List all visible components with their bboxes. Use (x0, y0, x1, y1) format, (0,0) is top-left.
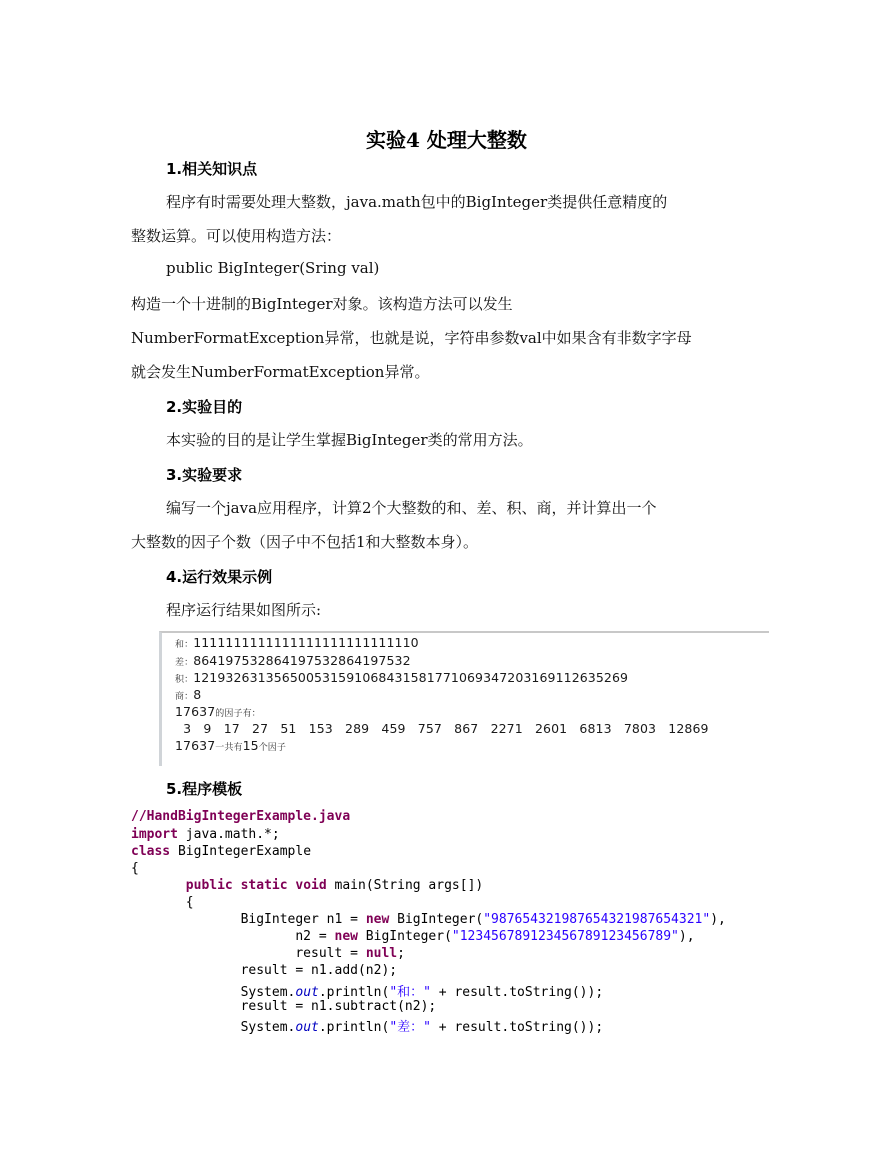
code-text: ; (397, 946, 405, 961)
code-text: ), (710, 912, 726, 927)
code-keyword: new (365, 912, 390, 927)
code-string: "差：" (389, 1020, 431, 1035)
code-keyword: null (365, 946, 398, 961)
console-sum-line (175, 635, 419, 650)
constructor-signature: public BigInteger(Sring val) (166, 259, 380, 277)
code-field: out (295, 985, 319, 1000)
code-indent (131, 878, 186, 893)
factors-header-text: 的因子有： (215, 709, 261, 719)
code-line-result-null (131, 946, 405, 961)
paragraph-line: 本实验的目的是让学生掌握BigInteger类的常用方法。 (166, 431, 533, 449)
quot-label: 商： (175, 692, 194, 702)
console-factors-list: 3 9 17 27 51 153 289 459 757 867 2271 2601 6813 7803 12869 (175, 721, 709, 736)
code-line-class (131, 844, 311, 859)
paragraph-line: 整数运算。可以使用构造方法： (131, 227, 342, 245)
total-number: 17637 (175, 738, 216, 753)
code-line-open-brace: { (131, 861, 139, 876)
console-prod-line (175, 670, 628, 685)
diff-value: 864197532864197532864197532 (193, 653, 411, 668)
code-line-add: result = n1.add(n2); (131, 963, 398, 978)
sum-label: 和： (175, 640, 194, 650)
code-text: main(String args[]) (326, 878, 484, 893)
code-text: BigInteger( (389, 912, 484, 927)
total-count: 15 (242, 738, 259, 753)
code-keyword: public static void (185, 878, 327, 893)
code-text: System. (131, 985, 296, 1000)
code-string: "987654321987654321987654321" (483, 912, 711, 927)
console-total-line (175, 738, 286, 753)
code-text: ), (678, 929, 695, 944)
code-line-main-brace: { (131, 895, 194, 910)
paragraph-line: NumberFormatException异常，也就是说，字符串参数val中如果含有非数字字母 (131, 329, 692, 347)
code-text: BigInteger n1 = (131, 912, 366, 927)
total-text-b: 个因子 (258, 743, 286, 753)
code-text: result = (131, 946, 366, 961)
code-line-main (131, 878, 483, 893)
code-line-n2 (131, 929, 695, 944)
section-heading-knowledge: 1.相关知识点 (166, 160, 258, 178)
console-factors-header (175, 704, 261, 719)
code-text: n2 = (131, 929, 335, 944)
paragraph-line: 程序运行结果如图所示: (166, 601, 322, 619)
section-heading-template: 5.程序模板 (166, 780, 243, 798)
console-quot-line (175, 687, 201, 702)
code-line-n1 (131, 912, 726, 927)
sum-value: 1111111111111111111111111110 (193, 635, 419, 650)
code-text: + result.toString()); (430, 1020, 604, 1035)
paragraph-line: 构造一个十进制的BigInteger对象。该构造方法可以发生 (131, 295, 513, 313)
code-field: out (295, 1020, 319, 1035)
paragraph-line: 大整数的因子个数（因子中不包括1和大整数本身）。 (131, 533, 479, 551)
paragraph-line: 编写一个java应用程序，计算2个大整数的和、差、积、商，并计算出一个 (166, 499, 657, 517)
code-keyword: class (131, 844, 171, 859)
paragraph-line: 程序有时需要处理大整数，java.math包中的BigInteger类提供任意精度的 (166, 193, 668, 211)
factors-header-number: 17637 (175, 704, 216, 719)
code-text: BigIntegerExample (170, 844, 312, 859)
section-heading-purpose: 2.实验目的 (166, 398, 243, 416)
code-keyword: new (334, 929, 358, 944)
section-heading-requirements: 3.实验要求 (166, 466, 243, 484)
diff-label: 差： (175, 658, 194, 668)
code-text: .println( (318, 985, 390, 1000)
quot-value: 8 (193, 687, 202, 702)
paragraph-line: 就会发生NumberFormatException异常。 (131, 363, 430, 381)
section-heading-example: 4.运行效果示例 (166, 568, 273, 586)
code-text: BigInteger( (357, 929, 452, 944)
code-line-import (131, 827, 280, 842)
page-title: 实验4 处理大整数 (366, 128, 527, 152)
code-line-print-diff (131, 1016, 603, 1035)
code-keyword: import (131, 827, 178, 842)
console-output-screenshot (159, 631, 769, 766)
code-string: "和：" (389, 985, 431, 1000)
code-line-print-sum (131, 981, 603, 1000)
prod-value: 121932631356500531591068431581771069347203169112635269 (193, 670, 629, 685)
total-text-a: 一共有 (215, 743, 243, 753)
code-text: + result.toString()); (430, 985, 604, 1000)
code-line-comment: //HandBigIntegerExample.java (131, 809, 351, 824)
code-text: .println( (318, 1020, 390, 1035)
console-diff-line (175, 653, 411, 668)
code-text: java.math.*; (177, 827, 280, 842)
code-text: System. (131, 1020, 296, 1035)
code-line-subtract: result = n1.subtract(n2); (131, 999, 437, 1014)
code-string: "123456789123456789123456789" (451, 929, 679, 944)
prod-label: 积： (175, 675, 194, 685)
